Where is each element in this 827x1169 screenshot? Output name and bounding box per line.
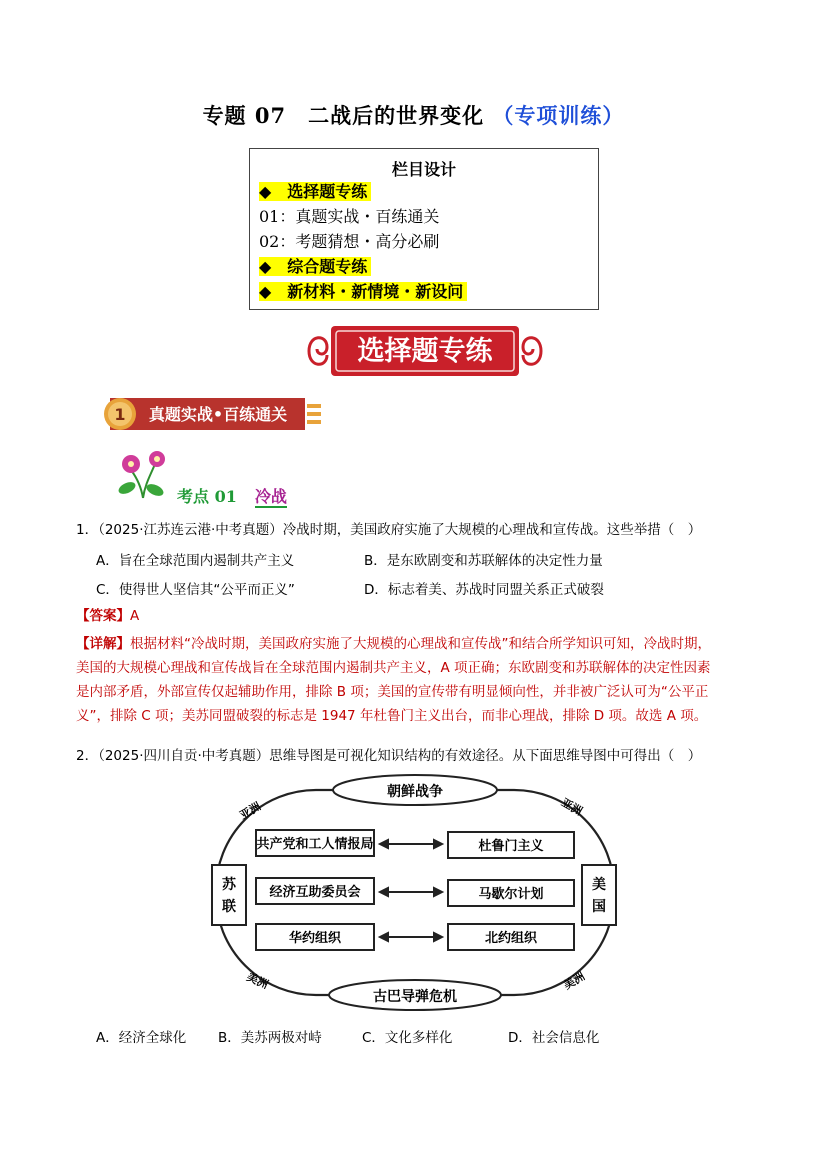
- node-ussr-1: 苏: [222, 877, 236, 893]
- node-marshall-plan: 马歇尔计划: [478, 887, 544, 902]
- q1-detail: [76, 634, 766, 726]
- corner-asia-left: 亚洲: [237, 799, 264, 823]
- node-korean-war: 朝鲜战争: [387, 784, 443, 800]
- q1-option-d: D．标志着美、苏战时同盟关系正式破裂: [364, 582, 604, 598]
- node-comecon: 经济互助委员会: [269, 885, 361, 900]
- node-cuban-crisis: 古巴导弹危机: [373, 989, 457, 1005]
- toc-item: 02：考题猜想・高分必刷: [259, 232, 440, 251]
- toc-heading: 栏目设计: [391, 160, 456, 179]
- cold-war-mind-map: [210, 770, 620, 1015]
- node-usa-2: 国: [592, 899, 606, 915]
- node-nato: 北约组织: [484, 931, 538, 946]
- badge-number: 1: [114, 405, 126, 424]
- toc-item: ◆ 新材料・新情境・新设问: [259, 281, 467, 303]
- detail-line: 是内部矛盾，外部宣传仅起辅助作用，排除 B 项；美国的宣传带有明显倾向性，并非被广泛认可为“公平正: [76, 684, 709, 700]
- kaodian-label: 考点 01: [177, 487, 237, 506]
- q1-option-c: C．使得世人坚信其“公平而正义”: [96, 582, 295, 598]
- kaodian-topic: 冷战: [254, 487, 287, 506]
- page-title: [0, 100, 827, 130]
- section-banner: [305, 322, 545, 380]
- node-truman-doctrine: 杜鲁门主义: [478, 839, 544, 854]
- detail-line: 【详解】根据材料“冷战时期，美国政府实施了大规模的心理战和宣传战”和结合所学知识可知，冷战时期，: [76, 636, 711, 652]
- node-warsaw-pact: 华约组织: [288, 931, 342, 946]
- toc-item: ◆ 选择题专练: [259, 181, 371, 203]
- q1-option-a: A．旨在全球范围内遏制共产主义: [96, 553, 295, 569]
- toc-item: ◆ 综合题专练: [259, 256, 371, 278]
- q1-option-b: B．是东欧剧变和苏联解体的决定性力量: [364, 553, 603, 569]
- column-design-box: [249, 148, 599, 310]
- title-main: 专题 07 二战后的世界变化: [202, 103, 485, 128]
- q2-option-a: A．经济全球化: [96, 1030, 187, 1046]
- node-ussr-2: 联: [222, 899, 236, 915]
- title-sub: （专项训练）: [492, 103, 625, 128]
- corner-asia-right: 亚洲: [558, 795, 585, 819]
- detail-line: 义”，排除 C 项；美苏同盟破裂的标志是 1947 年杜鲁门主义出台，而非心理战，排除 D 项。故选 A 项。: [76, 708, 708, 724]
- node-cominform: 共产党和工人情报局: [256, 837, 374, 852]
- kaodian-heading: [177, 484, 287, 507]
- toc-item: 01：真题实战・百练通关: [259, 207, 440, 226]
- corner-america-right: 美洲: [561, 969, 588, 993]
- q2-option-d: D．社会信息化: [508, 1030, 600, 1046]
- q1-answer: 【答案】A: [76, 608, 140, 624]
- flower-icon: [115, 448, 171, 500]
- q2-stem: 2．（2025·四川自贡·中考真题）思维导图是可视化知识结构的有效途径。从下面思维导图中可得出（ ）: [76, 748, 702, 764]
- badge-text: 真题实战•百练通关: [148, 405, 288, 424]
- q2-option-c: C．文化多样化: [362, 1030, 453, 1046]
- node-usa-1: 美: [592, 877, 606, 893]
- q1-stem: 1．（2025·江苏连云港·中考真题）冷战时期，美国政府实施了大规模的心理战和宣传战。这些举措（ ）: [76, 522, 702, 538]
- corner-america-left: 美洲: [244, 970, 271, 992]
- q2-option-b: B．美苏两极对峙: [218, 1030, 322, 1046]
- banner-text: 选择题专练: [357, 336, 493, 367]
- section-badge: [100, 394, 325, 434]
- detail-line: 美国的大规模心理战和宣传战旨在全球范围内遏制共产主义，A 项正确；东欧剧变和苏联解体的决定性因素: [76, 660, 711, 676]
